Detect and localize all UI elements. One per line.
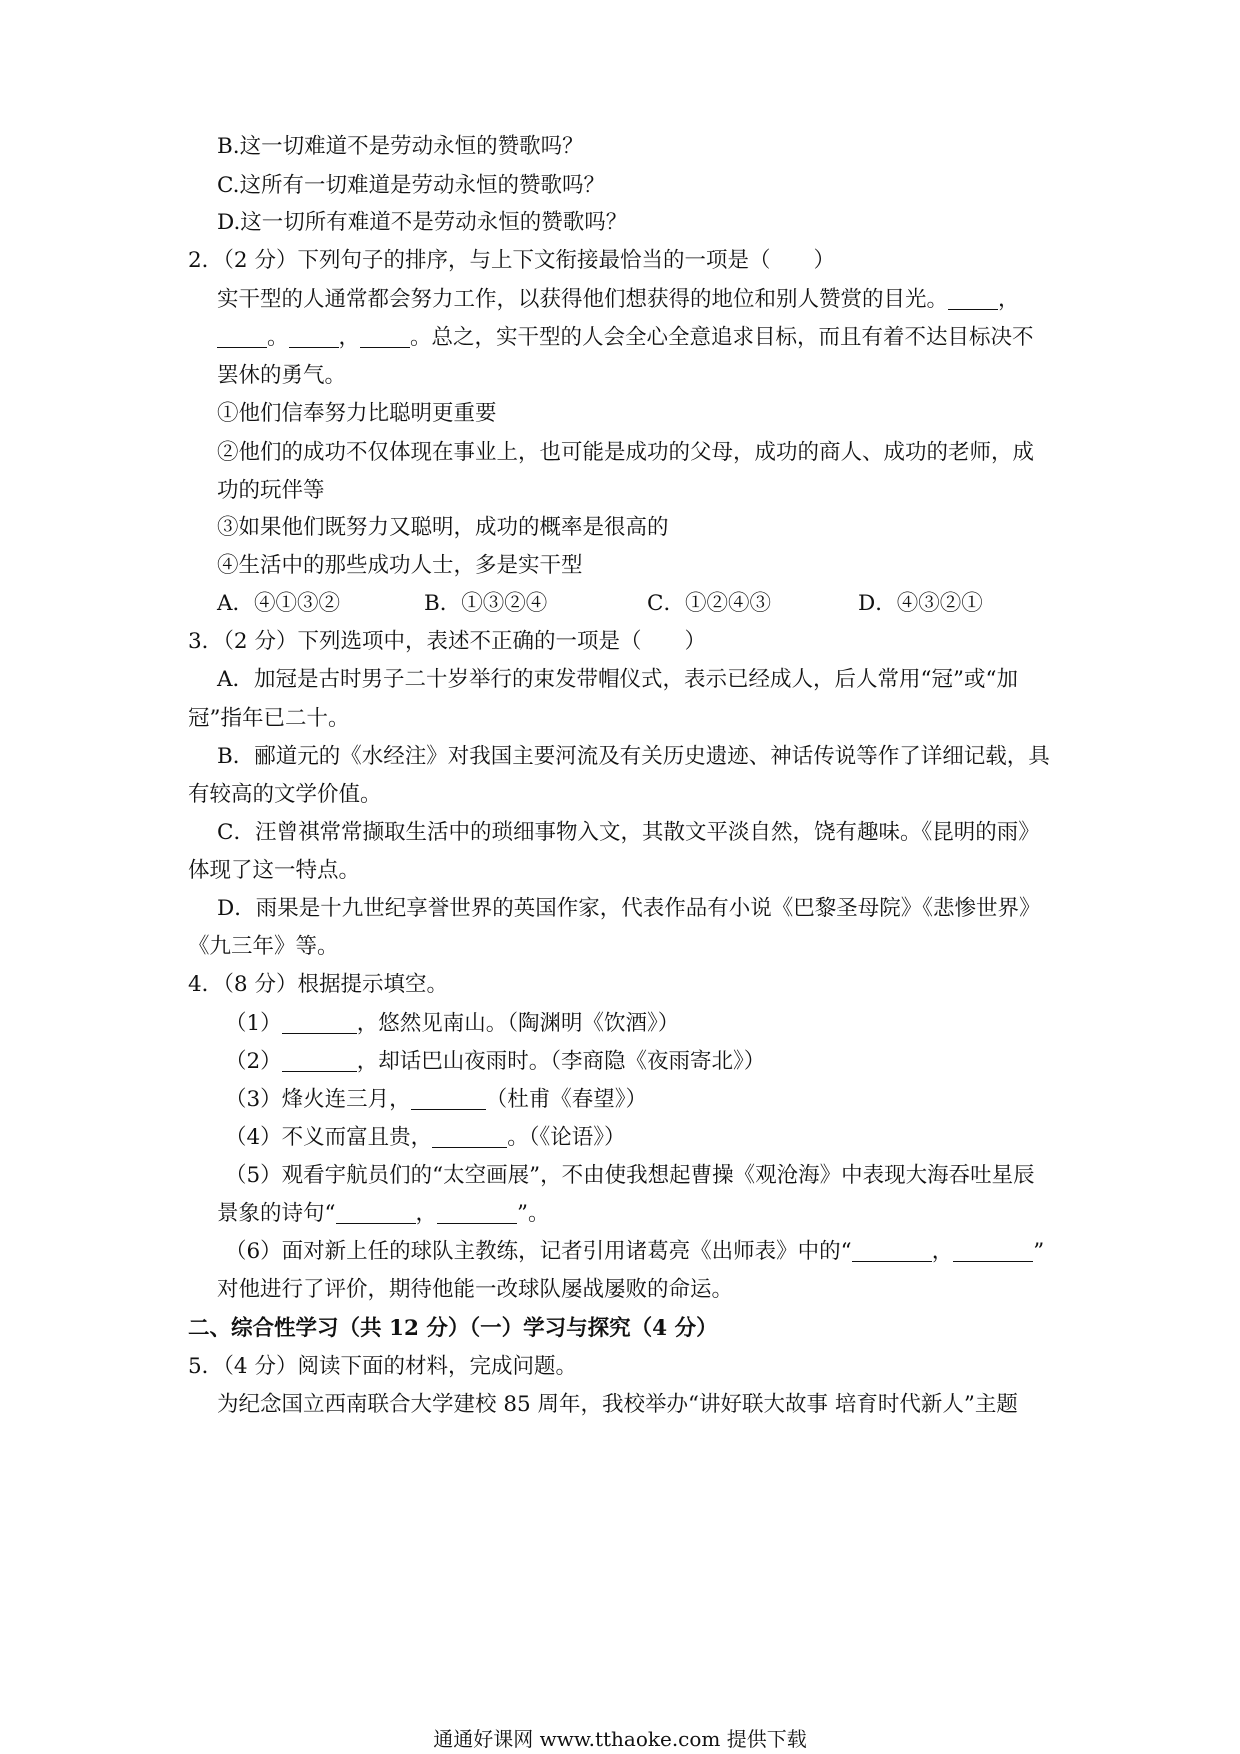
q4-item-5-cont bbox=[217, 1199, 550, 1229]
q2-sentence-3: ③如果他们既努力又聪明，成功的概率是很高的 bbox=[217, 515, 669, 540]
q4-item-5-sep: ， bbox=[415, 1201, 438, 1226]
answer-blank bbox=[953, 1239, 1033, 1262]
q2-option-b: B．①③②④ bbox=[424, 591, 548, 616]
answer-blank bbox=[432, 1125, 507, 1148]
q2-options-row bbox=[0, 589, 1240, 619]
q2-option-a: A．④①③② bbox=[217, 591, 341, 616]
q2-separator: 。 bbox=[267, 325, 289, 350]
q2-sentence-4: ④生活中的那些成功人士，多是实干型 bbox=[217, 553, 583, 578]
q4-item-6-close: ” bbox=[1033, 1239, 1045, 1264]
q4-item-2 bbox=[225, 1047, 765, 1077]
q4-item-5-prefix: 景象的诗句“ bbox=[217, 1201, 336, 1226]
q4-item-3-text: （杜甫《春望》） bbox=[485, 1087, 647, 1112]
q3-option-d-cont: 《九三年》等。 bbox=[188, 934, 339, 959]
q4-item-6 bbox=[225, 1237, 1044, 1267]
q4-item-3-prefix: （3）烽火连三月， bbox=[225, 1087, 411, 1112]
q2-stem: 2．（2 分）下列句子的排序，与上下文衔接最恰当的一项是（ ） bbox=[188, 248, 835, 273]
q2-sentence-2-cont: 功的玩伴等 bbox=[217, 478, 325, 503]
q2-paragraph-tail: 。总之，实干型的人会全心全意追求目标，而且有着不达目标决不 bbox=[410, 325, 1034, 350]
q4-item-5: （5）观看宇航员们的“太空画展”，不由使我想起曹操《观沧海》中表现大海吞吐星辰 bbox=[225, 1163, 1035, 1188]
answer-blank bbox=[282, 1049, 357, 1072]
q3-option-b: B．郦道元的《水经注》对我国主要河流及有关历史遗迹、神话传说等作了详细记载，具 bbox=[217, 744, 1050, 769]
q3-option-a-cont: 冠”指年已二十。 bbox=[188, 706, 350, 731]
answer-blank bbox=[360, 325, 410, 348]
q4-item-2-text: ，却话巴山夜雨时。（李商隐《夜雨寄北》） bbox=[356, 1049, 766, 1074]
answer-blank bbox=[948, 287, 998, 310]
q2-paragraph-line1 bbox=[217, 285, 1020, 315]
q4-item-5-close: ”。 bbox=[517, 1201, 550, 1226]
q4-item-6-sep: ， bbox=[931, 1239, 954, 1264]
q4-item-6-cont: 对他进行了评价，期待他能一改球队屡战屡败的命运。 bbox=[217, 1277, 734, 1302]
q4-item-1-text: ，悠然见南山。（陶渊明《饮酒》） bbox=[356, 1011, 680, 1036]
q2-sentence-2: ②他们的成功不仅体现在事业上，也可能是成功的父母，成功的商人、成功的老师，成 bbox=[217, 440, 1035, 465]
section-heading: 二、综合性学习（共 12 分）（一）学习与探究（4 分） bbox=[188, 1316, 718, 1341]
q4-item-1 bbox=[225, 1009, 679, 1039]
answer-blank bbox=[437, 1201, 517, 1224]
q2-separator: ， bbox=[338, 325, 361, 350]
answer-blank bbox=[217, 325, 267, 348]
q1-option-d: D.这一切所有难道不是劳动永恒的赞歌吗？ bbox=[217, 210, 628, 235]
q2-paragraph-text: 实干型的人通常都会努力工作，以获得他们想获得的地位和别人赞赏的目光。 bbox=[217, 287, 949, 312]
q4-item-6-prefix: （6）面对新上任的球队主教练，记者引用诸葛亮《出师表》中的“ bbox=[225, 1239, 852, 1264]
q3-stem: 3．（2 分）下列选项中，表述不正确的一项是（ ） bbox=[188, 629, 706, 654]
q3-option-d: D．雨果是十九世纪享誉世界的英国作家，代表作品有小说《巴黎圣母院》《悲惨世界》 bbox=[217, 896, 1041, 921]
q4-item-1-prefix: （1） bbox=[225, 1011, 282, 1036]
q3-option-c: C．汪曾祺常常撷取生活中的琐细事物入文，其散文平淡自然，饶有趣味。《昆明的雨》 bbox=[217, 820, 1040, 845]
q3-option-c-cont: 体现了这一特点。 bbox=[188, 858, 361, 883]
q4-item-3 bbox=[225, 1085, 647, 1115]
q4-item-4-text: 。（《论语》） bbox=[507, 1125, 626, 1150]
answer-blank bbox=[336, 1201, 416, 1224]
page-footer: 通通好课网 www.tthaoke.com 提供下载 bbox=[433, 1727, 807, 1751]
q4-item-2-prefix: （2） bbox=[225, 1049, 282, 1074]
q1-option-b: B.这一切难道不是劳动永恒的赞歌吗？ bbox=[217, 134, 584, 159]
q3-option-b-cont: 有较高的文学价值。 bbox=[188, 782, 382, 807]
q1-option-c: C.这所有一切难道是劳动永恒的赞歌吗？ bbox=[217, 173, 606, 198]
q5-paragraph: 为纪念国立西南联合大学建校 85 周年，我校举办“讲好联大故事 培育时代新人”主题 bbox=[217, 1392, 1018, 1417]
q3-option-a: A．加冠是古时男子二十岁举行的束发带帽仪式，表示已经成人，后人常用“冠”或“加 bbox=[217, 667, 1019, 692]
answer-blank bbox=[289, 325, 339, 348]
q4-item-4 bbox=[225, 1123, 625, 1153]
q5-stem: 5．（4 分）阅读下面的材料，完成问题。 bbox=[188, 1354, 577, 1379]
answer-blank bbox=[852, 1239, 932, 1262]
q4-stem: 4．（8 分）根据提示填空。 bbox=[188, 972, 448, 997]
answer-blank bbox=[282, 1011, 357, 1034]
q2-option-c: C．①②④③ bbox=[647, 591, 771, 616]
q2-separator: ， bbox=[998, 287, 1020, 312]
q2-paragraph-line3: 罢休的勇气。 bbox=[217, 363, 347, 388]
q4-item-4-prefix: （4）不义而富且贵， bbox=[225, 1125, 433, 1150]
q2-paragraph-line2 bbox=[217, 323, 1034, 353]
q2-sentence-1: ①他们信奉努力比聪明更重要 bbox=[217, 401, 497, 426]
q2-option-d: D．④③②① bbox=[858, 591, 983, 616]
answer-blank bbox=[411, 1087, 486, 1110]
